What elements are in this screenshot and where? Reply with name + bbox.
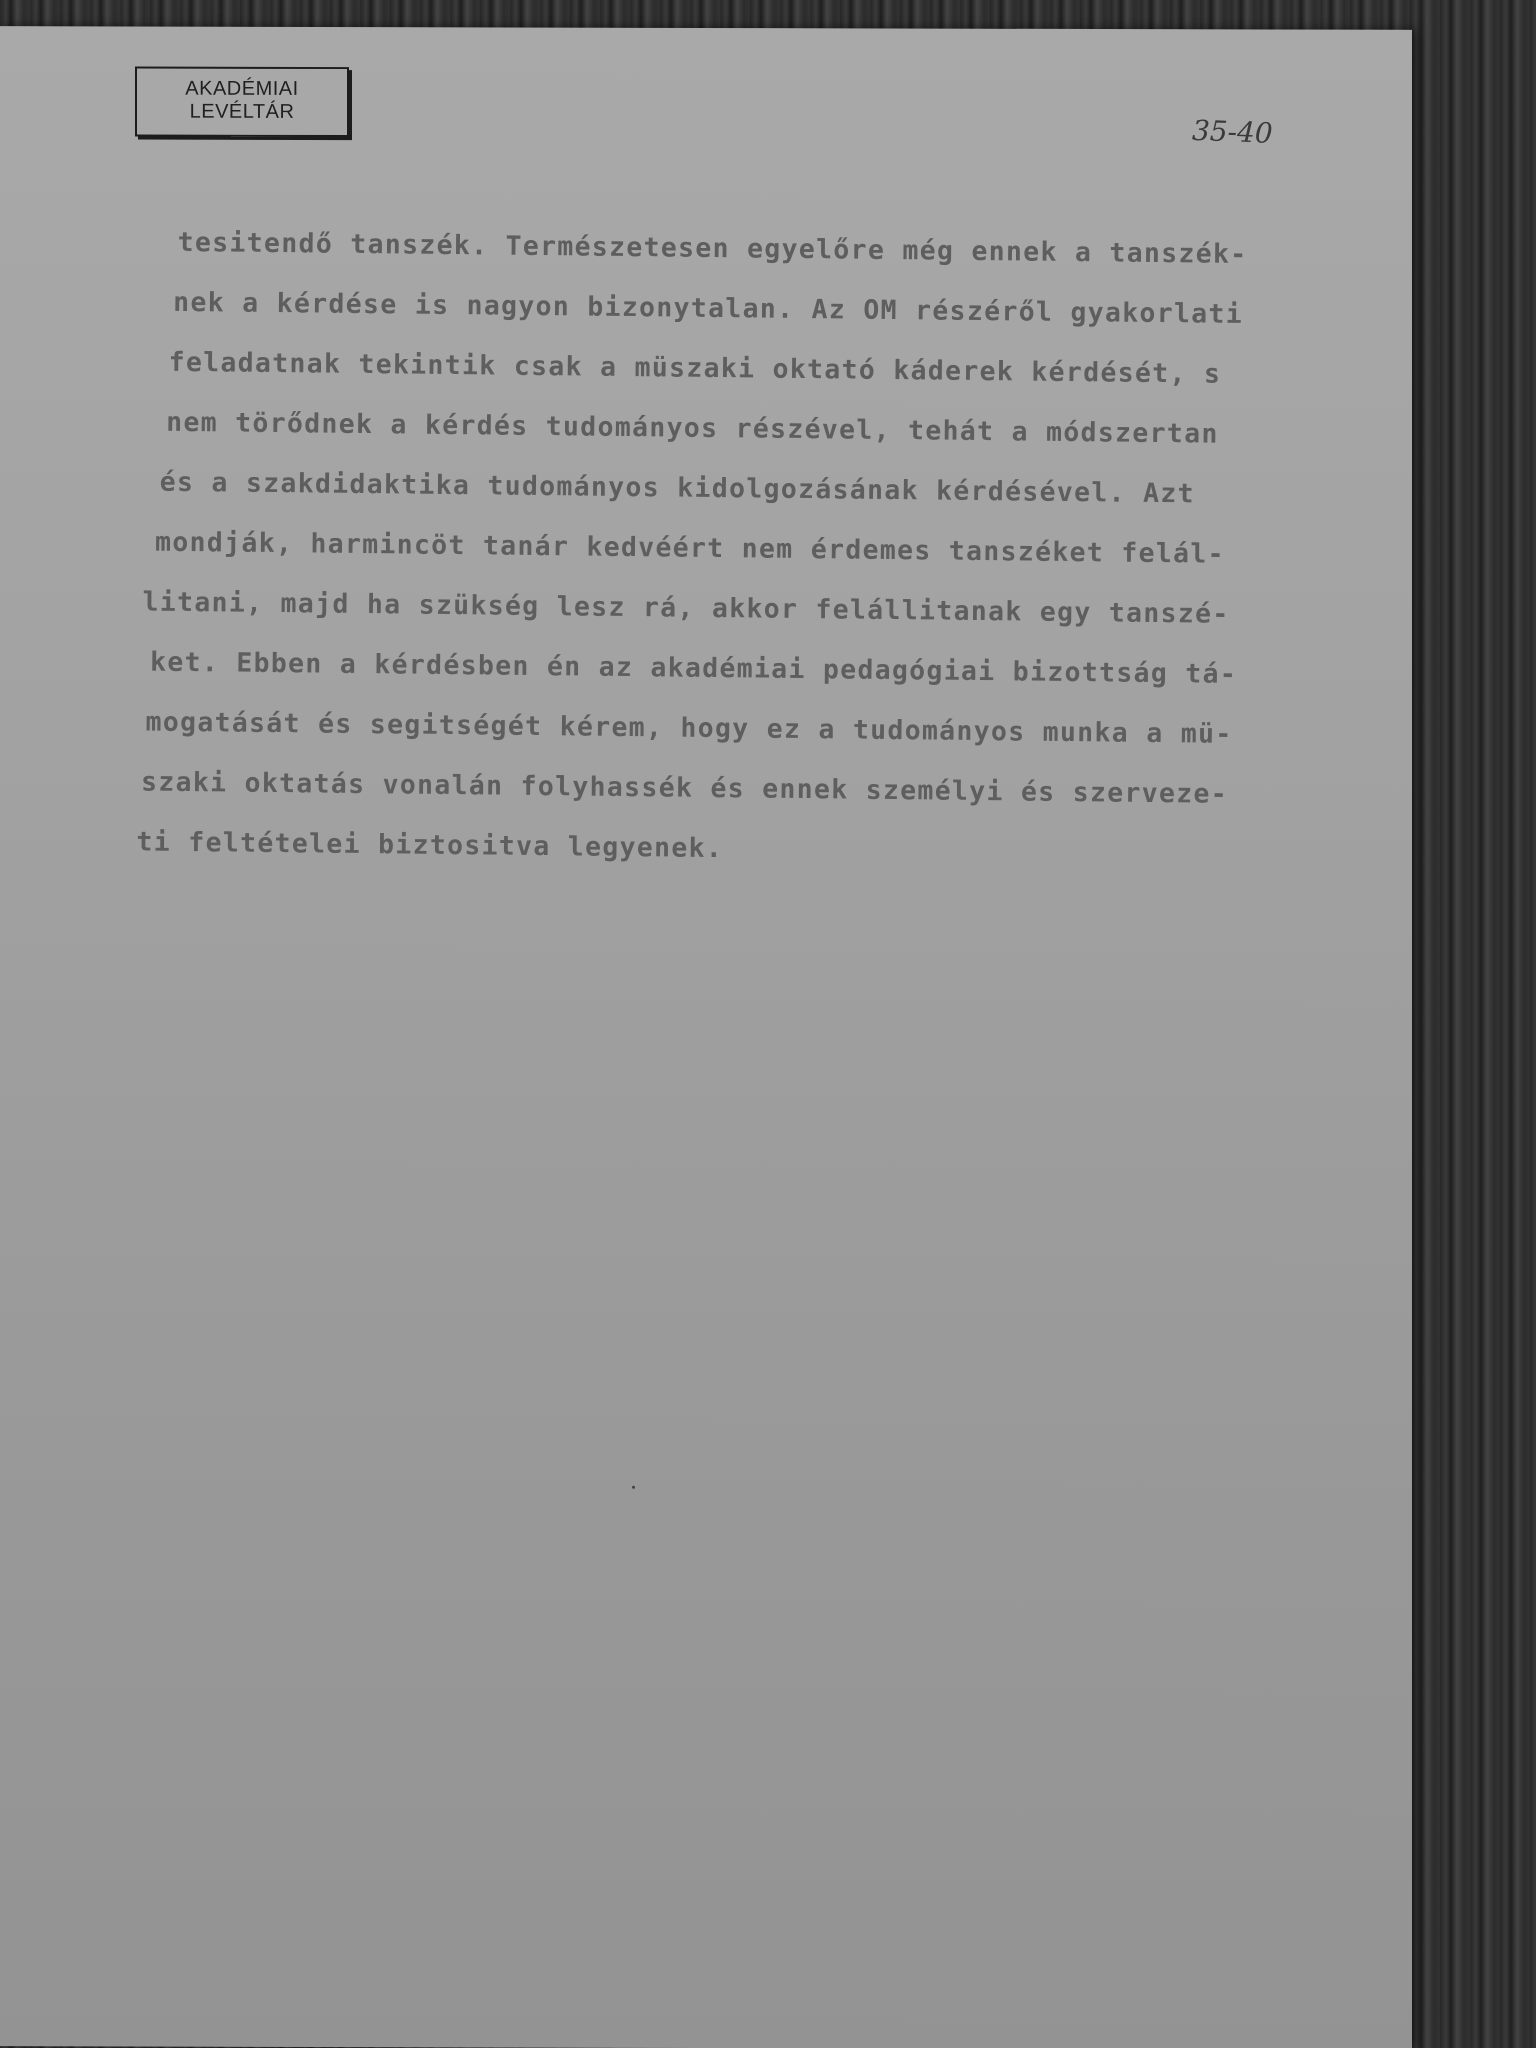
archive-stamp-line-2: LEVÉLTÁR xyxy=(189,100,295,123)
paper-speck xyxy=(632,1486,635,1489)
text-line: feladatnak tekintik csak a müszaki oktató káderek kérdését, s xyxy=(168,346,1222,390)
archive-stamp xyxy=(135,67,349,138)
text-line: mondják, harmincöt tanár kedvéért nem érdemes tanszéket felál- xyxy=(154,526,1225,570)
text-line: szaki oktatás vonalán folyhassék és ennek személyi és szerveze- xyxy=(140,766,1229,810)
document-page xyxy=(0,26,1412,2048)
text-line: nem törődnek a kérdés tudományos részével, tehát a módszertan xyxy=(166,406,1219,450)
text-line: ti feltételei biztositva legyenek. xyxy=(136,826,724,865)
text-line: és a szakdidaktika tudományos kidolgozásának kérdésével. Azt xyxy=(159,466,1196,510)
folio-number: 35-40 xyxy=(1191,113,1274,150)
text-line: tesitendő tanszék. Természetesen egyelőre még ennek a tanszék- xyxy=(177,226,1248,271)
text-line: nek a kérdése is nagyon bizonytalan. Az OM részéről gyakorlati xyxy=(173,286,1244,330)
text-line: ket. Ebben a kérdésben én az akadémiai pedagógiai bizottság tá- xyxy=(149,646,1238,690)
text-line: litani, majd ha szükség lesz rá, akkor felállitanak egy tanszé- xyxy=(142,586,1230,630)
typewritten-text xyxy=(136,213,1348,887)
text-line: mogatását és segitségét kérem, hogy ez a tudományos munka a mü- xyxy=(145,706,1233,750)
archive-stamp-line-1: AKADÉMIAI xyxy=(185,77,299,100)
